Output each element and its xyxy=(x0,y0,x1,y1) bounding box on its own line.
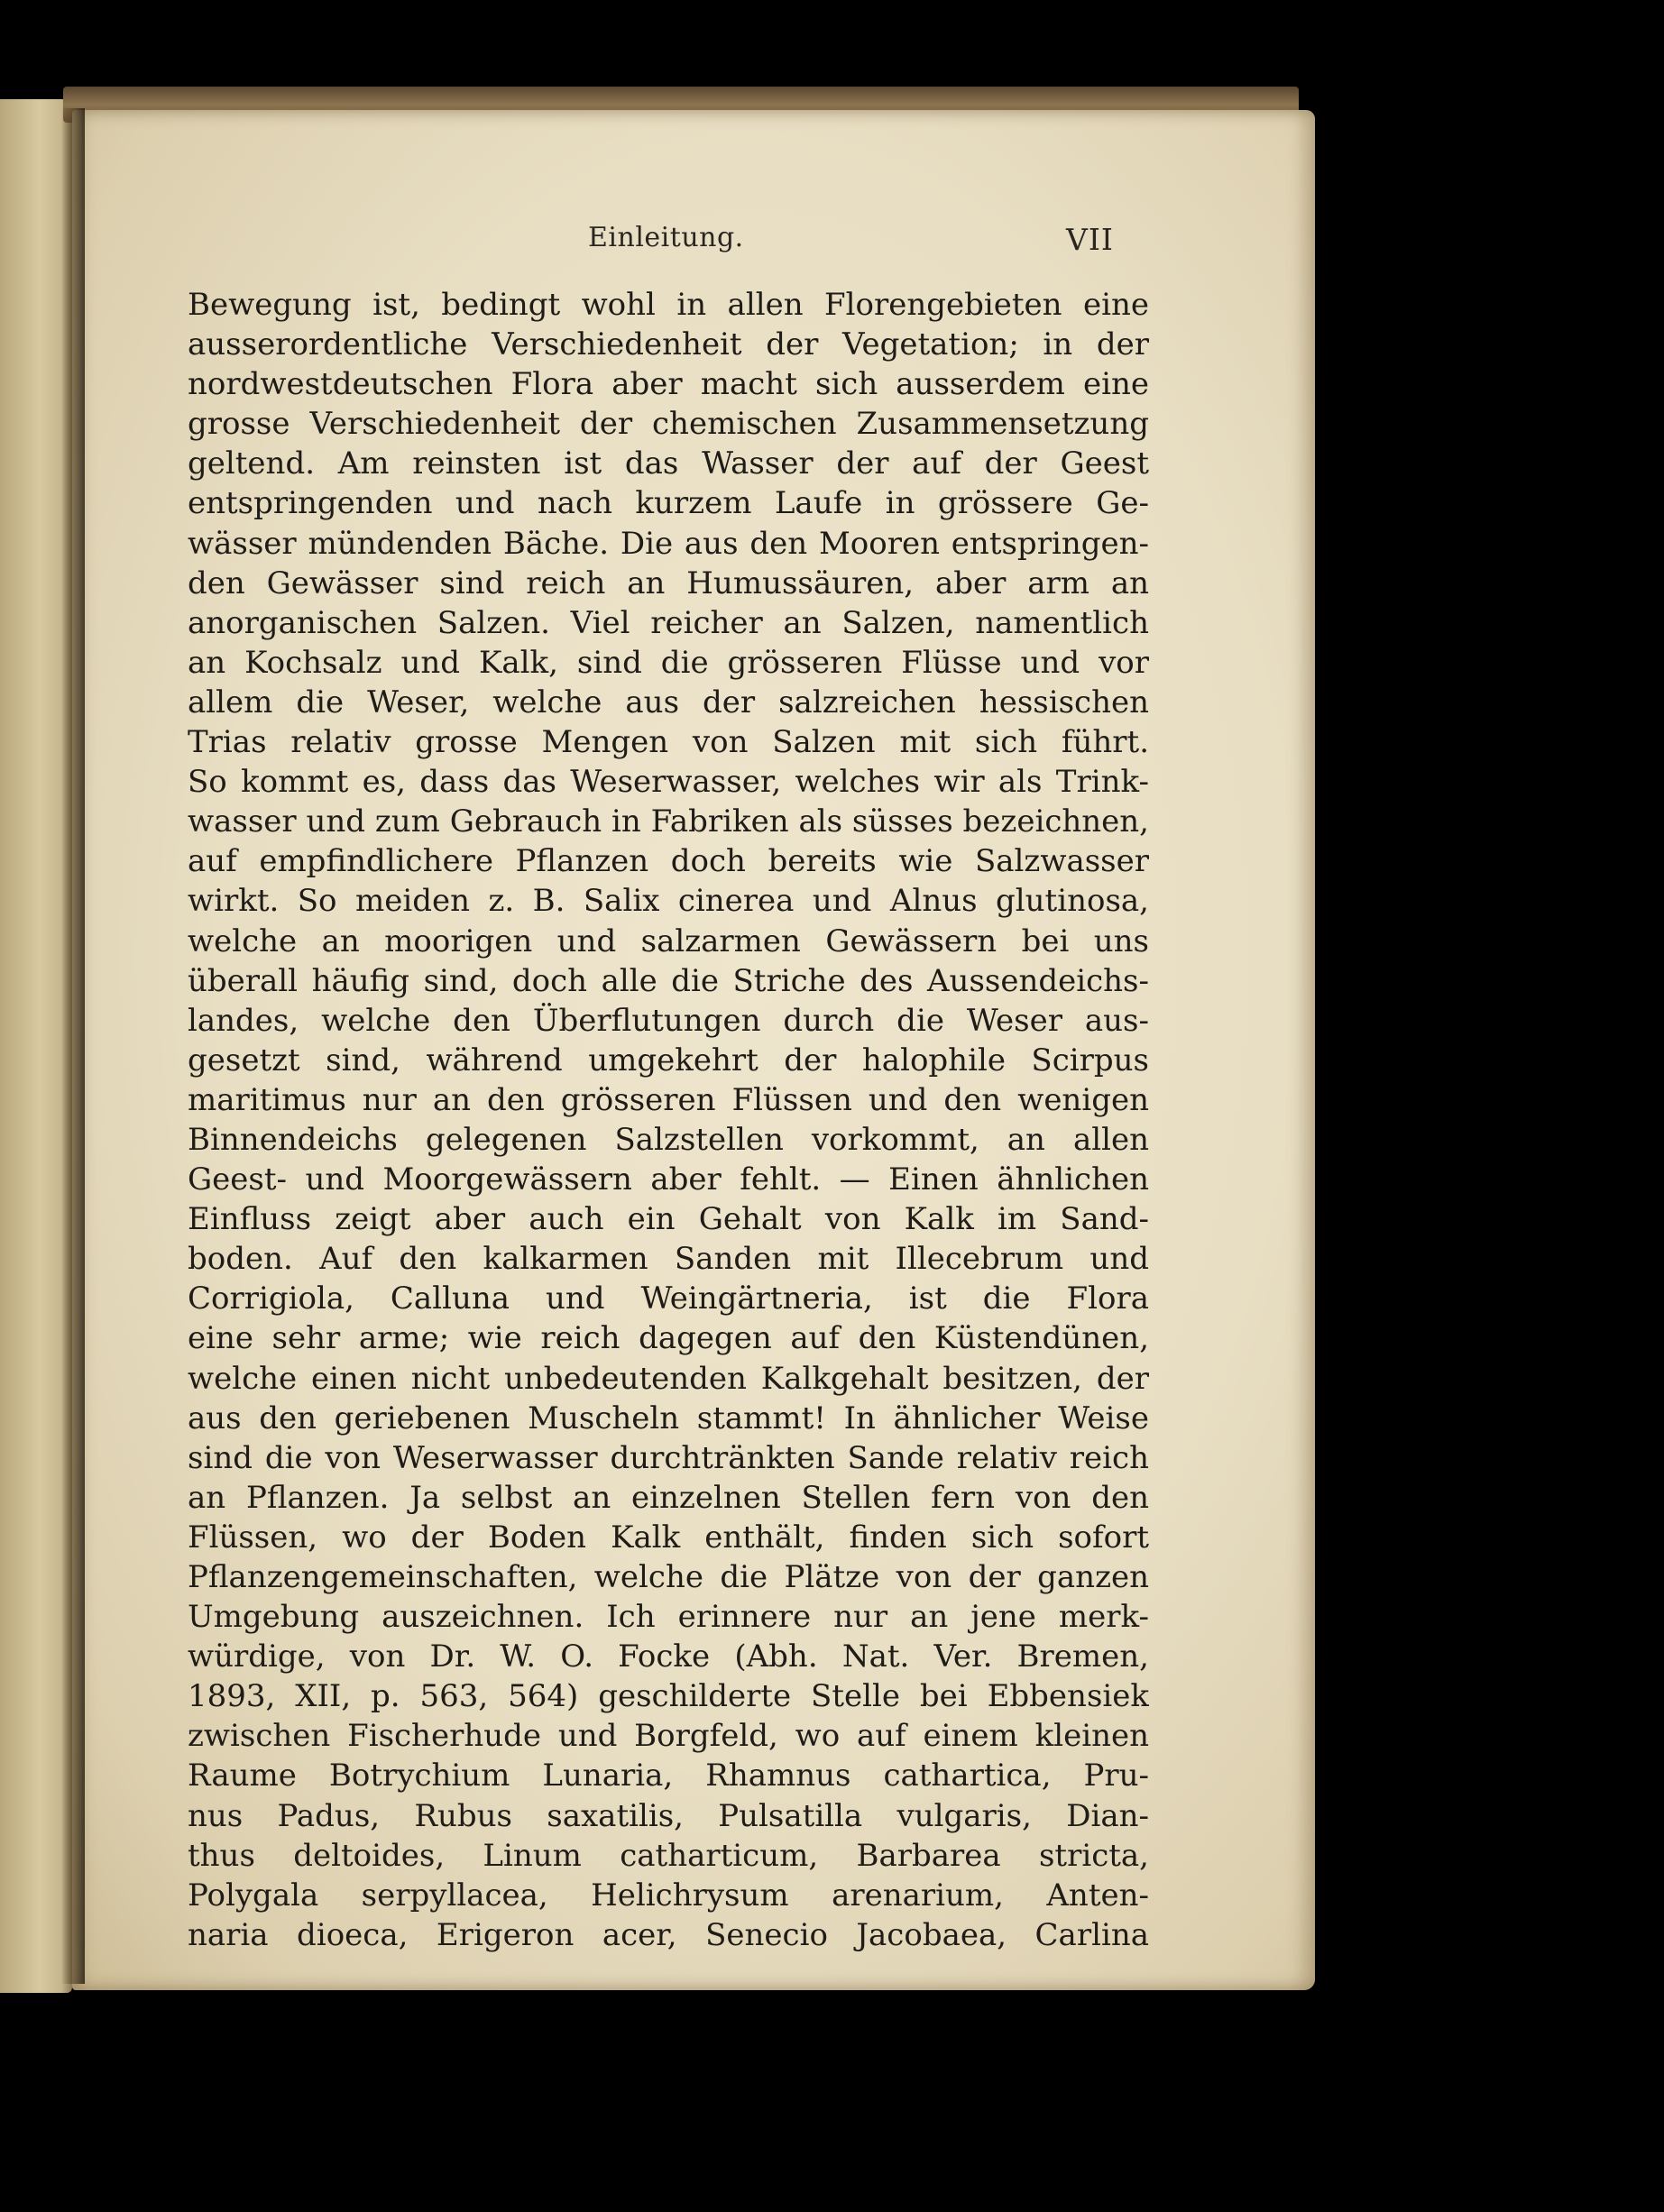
text-line: Corrigiola, Calluna und Weingärtneria, ist die Flora xyxy=(188,1280,1149,1317)
text-line: welche an moorigen und salzarmen Gewässern bei uns xyxy=(188,922,1149,959)
text-line: wirkt. So meiden z. B. Salix cinerea und Alnus glutinosa, xyxy=(188,883,1149,920)
text-line: allem die Weser, welche aus der salzreichen hessischen xyxy=(188,684,1149,721)
text-line: nus Padus, Rubus saxatilis, Pulsatilla vulgaris, Dian- xyxy=(188,1797,1149,1834)
text-line: auf empfindlichere Pflanzen doch bereits wie Salzwasser xyxy=(188,843,1149,880)
text-line: Umgebung auszeichnen. Ich erinnere nur an jene merk- xyxy=(188,1599,1149,1636)
text-line: Flüssen, wo der Boden Kalk enthält, finden sich sofort xyxy=(188,1519,1149,1556)
text-line: aus den geriebenen Muscheln stammt! In ähnlicher Weise xyxy=(188,1400,1149,1436)
text-line: So kommt es, dass das Weserwasser, welches wir als Trink- xyxy=(188,764,1149,801)
text-line: zwischen Fischerhude und Borgfeld, wo auf einem kleinen xyxy=(188,1718,1149,1755)
page-number: VII xyxy=(1066,222,1114,257)
text-line: wasser und zum Gebrauch in Fabriken als süsses bezeichnen, xyxy=(188,803,1149,840)
text-line: Binnendeichs gelegenen Salzstellen vorkommt, an allen xyxy=(188,1121,1149,1158)
text-line: nordwestdeutschen Flora aber macht sich ausserdem eine xyxy=(188,366,1149,403)
text-line: Geest- und Moorgewässern aber fehlt. — Einen ähnlichen xyxy=(188,1161,1149,1198)
text-line: entspringenden und nach kurzem Laufe in grössere Ge- xyxy=(188,485,1149,522)
text-line: an Pflanzen. Ja selbst an einzelnen Stellen fern von den xyxy=(188,1479,1149,1516)
text-line: geltend. Am reinsten ist das Wasser der auf der Geest xyxy=(188,445,1149,482)
text-line: welche einen nicht unbedeutenden Kalkgehalt besitzen, der xyxy=(188,1360,1149,1397)
text-line: eine sehr arme; wie reich dagegen auf den Küstendünen, xyxy=(188,1320,1149,1357)
text-line: thus deltoides, Linum catharticum, Barbarea stricta, xyxy=(188,1837,1149,1874)
text-line: maritimus nur an den grösseren Flüssen und den wenigen xyxy=(188,1081,1149,1118)
text-line: Einfluss zeigt aber auch ein Gehalt von Kalk im Sand- xyxy=(188,1201,1149,1238)
text-line: den Gewässer sind reich an Humussäuren, aber arm an xyxy=(188,564,1149,601)
text-line: Pflanzengemeinschaften, welche die Plätze von der ganzen xyxy=(188,1559,1149,1595)
body-text xyxy=(188,285,1149,1955)
text-line: ausserordentliche Verschiedenheit der Vegetation; in der xyxy=(188,326,1149,363)
running-head-title: Einleitung. xyxy=(588,222,744,253)
text-line: anorganischen Salzen. Viel reicher an Salzen, namentlich xyxy=(188,604,1149,641)
text-line: Bewegung ist, bedingt wohl in allen Florengebieten eine xyxy=(188,287,1149,323)
gutter-shadow xyxy=(61,108,85,1984)
text-line: boden. Auf den kalkarmen Sanden mit Illecebrum und xyxy=(188,1241,1149,1278)
text-line: wässer mündenden Bäche. Die aus den Mooren entspringen- xyxy=(188,525,1149,562)
text-line: sind die von Weserwasser durchtränkten Sande relativ reich xyxy=(188,1439,1149,1476)
text-line: naria dioeca, Erigeron acer, Senecio Jacobaea, Carlina xyxy=(188,1916,1149,1953)
text-line: Polygala serpyllacea, Helichrysum arenarium, Anten- xyxy=(188,1877,1149,1914)
text-line: landes, welche den Überflutungen durch die Weser aus- xyxy=(188,1002,1149,1039)
text-line: 1893, XII, p. 563, 564) geschilderte Stelle bei Ebbensiek xyxy=(188,1678,1149,1715)
text-line: Raume Botrychium Lunaria, Rhamnus cathartica, Pru- xyxy=(188,1758,1149,1794)
text-line: würdige, von Dr. W. O. Focke (Abh. Nat. Ver. Bremen, xyxy=(188,1638,1149,1675)
text-line: überall häufig sind, doch alle die Striche des Aussendeichs- xyxy=(188,962,1149,999)
text-line: gesetzt sind, während umgekehrt der halophile Scirpus xyxy=(188,1042,1149,1078)
text-line: an Kochsalz und Kalk, sind die grösseren Flüsse und vor xyxy=(188,644,1149,681)
text-line: Trias relativ grosse Mengen von Salzen mit sich führt. xyxy=(188,724,1149,761)
text-line: grosse Verschiedenheit der chemischen Zusammensetzung xyxy=(188,406,1149,443)
